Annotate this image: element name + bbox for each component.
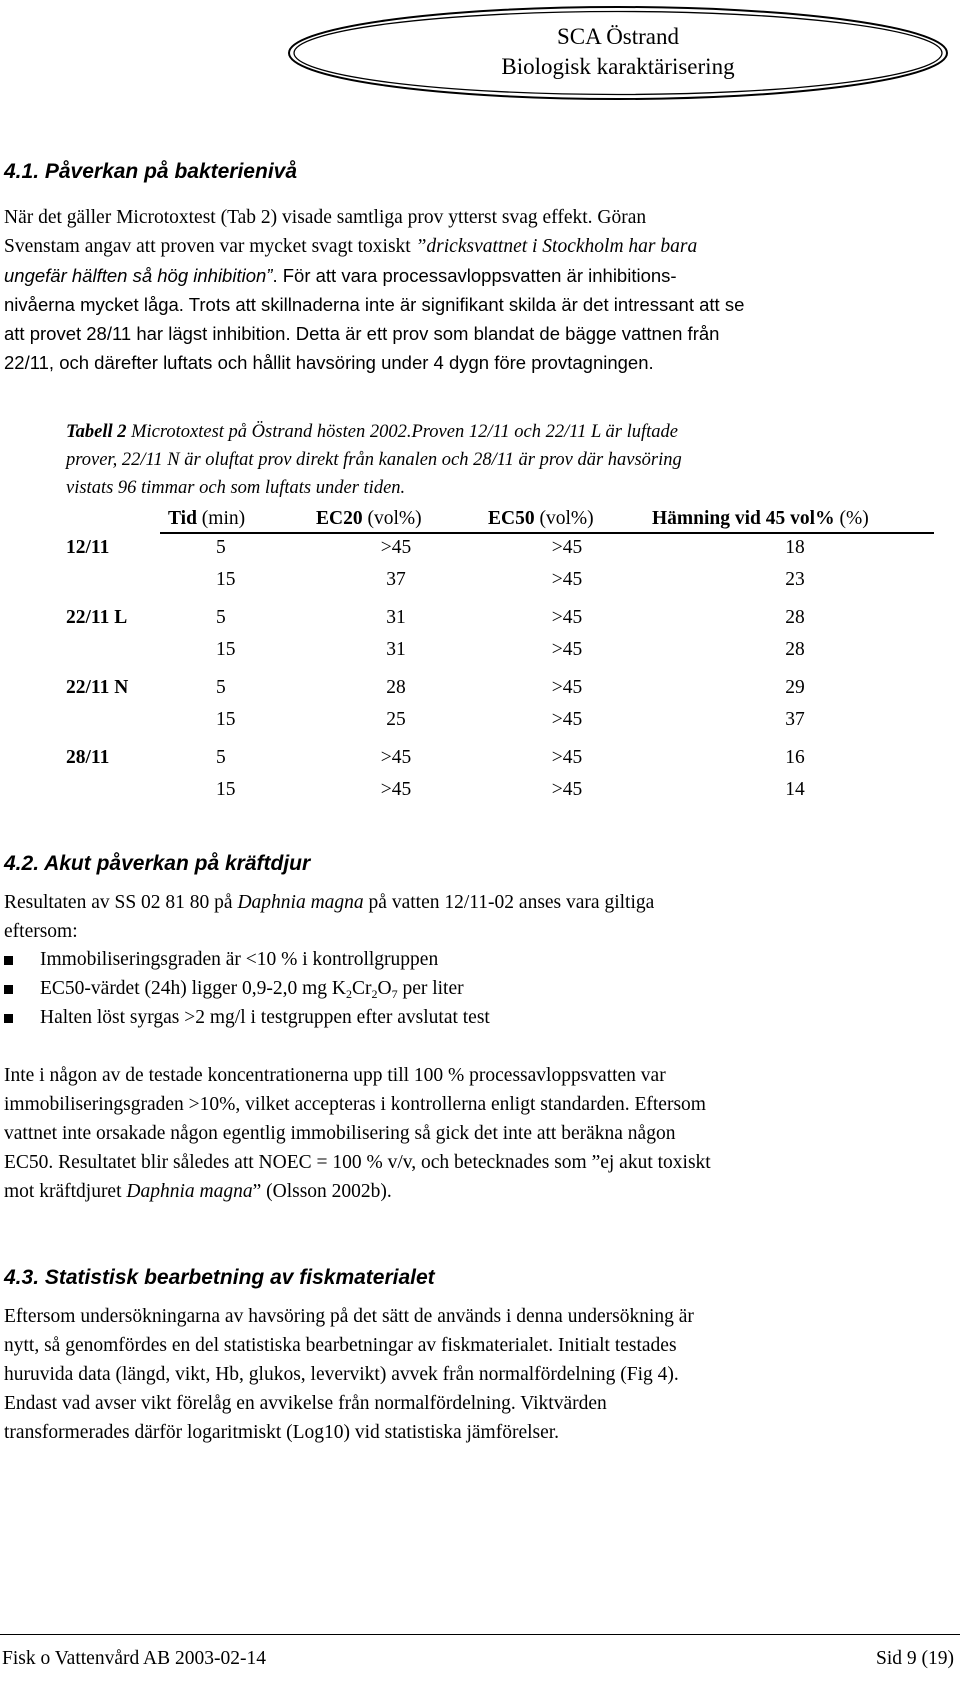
text-run: Resultaten av SS 02 81 80 på <box>4 892 238 913</box>
table-cell-ham: 37 <box>785 709 805 730</box>
column-header-hamning: Hämning vid 45 vol% (%) <box>652 508 869 529</box>
paragraph-line: immobiliseringsgraden >10%, vilket accepteras i kontrollerna enligt standarden. Eftersom <box>4 1094 706 1115</box>
caption-label: Tabell 2 <box>66 422 127 442</box>
bullet-icon <box>4 985 13 994</box>
table-cell-ham: 14 <box>785 779 805 800</box>
table-cell-id: 22/11 L <box>66 607 128 628</box>
table-cell-tid: 5 <box>216 537 226 558</box>
table-cell-tid: 5 <box>216 677 226 698</box>
table-cell-tid: 15 <box>216 709 236 730</box>
table-cell-ec50: >45 <box>551 569 583 590</box>
table-cell-ec20: 37 <box>386 569 406 590</box>
table-cell-id: 22/11 N <box>66 677 129 698</box>
list-item: EC50-värdet (24h) ligger 0,9-2,0 mg $K_2Cr_2O_7$ per liter <box>40 978 464 1001</box>
table-cell-ec20: >45 <box>380 537 412 558</box>
paragraph-line: När det gäller Microtoxtest (Tab 2) visade samtliga prov ytterst svag effekt. Göran <box>4 207 647 228</box>
table-cell-ham: 18 <box>785 537 805 558</box>
oval-border <box>286 4 950 102</box>
text-run: Svenstam angav att proven var mycket svagt toxiskt <box>4 236 416 257</box>
table-cell-tid: 5 <box>216 607 226 628</box>
table-cell-ham: 28 <box>785 639 805 660</box>
table-cell-ham: 29 <box>785 677 805 698</box>
table-cell-ham: 28 <box>785 607 805 628</box>
table-cell-ec50: >45 <box>551 639 583 660</box>
paragraph-line: transformerades därför logaritmiskt (Log10) vid statistiska jämförelser. <box>4 1422 560 1443</box>
table-cell-ec20: 28 <box>386 677 406 698</box>
header-oval <box>286 4 950 102</box>
paragraph-line: Endast vad avser vikt förelåg en avvikelse från normalfördelning. Viktvärden <box>4 1393 607 1414</box>
table-cell-tid: 5 <box>216 747 226 768</box>
species-name: Daphnia magna <box>237 892 364 913</box>
table-caption-line: prover, 22/11 N är oluftat prov direkt från kanalen och 28/11 är prov där havsöring <box>66 450 682 470</box>
paragraph-line: nivåerna mycket låga. Trots att skillnaderna inte är signifikant skilda är det intressant att se <box>4 294 745 315</box>
paragraph-line: Eftersom undersökningarna av havsöring på det sätt de används i denna undersökning är <box>4 1306 694 1327</box>
paragraph-line: 22/11, och därefter luftats och hållit havsöring under 4 dygn före provtagningen. <box>4 352 654 373</box>
paragraph-line: nytt, så genomfördes en del statistiska bearbetningar av fiskmaterialet. Initialt testades <box>4 1335 677 1356</box>
paragraph-line: mot kräftdjuret Daphnia magna” (Olsson 2002b). <box>4 1181 392 1202</box>
paragraph-line <box>4 261 677 292</box>
table-cell-ec50: >45 <box>551 607 583 628</box>
quote-run: ungefär hälften så hög inhibition” <box>4 265 273 286</box>
table-cell-ec20: >45 <box>380 779 412 800</box>
quote-run: ”dricksvattnet i Stockholm har bara <box>415 236 698 257</box>
table-cell-ec50: >45 <box>551 537 583 558</box>
table-cell-id: 12/11 <box>66 537 110 558</box>
paragraph-line: eftersom: <box>4 921 78 942</box>
table-header-rule <box>160 532 934 534</box>
column-header-ec50: EC50 (vol%) <box>488 508 594 529</box>
table-cell-ham: 23 <box>785 569 805 590</box>
table-cell-ec20: 25 <box>386 709 406 730</box>
caption-text: Microtoxtest på Östrand hösten 2002.Proven 12/11 och 22/11 L är luftade <box>126 422 678 442</box>
list-item: Immobiliseringsgraden är <10 % i kontrollgruppen <box>40 949 439 970</box>
bullet-icon <box>4 956 13 965</box>
section-heading-4-3: 4.3. Statistisk bearbetning av fiskmaterialet <box>4 1266 435 1289</box>
table-cell-tid: 15 <box>216 569 236 590</box>
table-caption-line <box>66 418 678 446</box>
species-name: Daphnia magna <box>126 1181 253 1202</box>
paragraph-line: vattnet inte orsakade någon egentlig immobilisering så gick det inte att beräkna någon <box>4 1123 676 1144</box>
table-cell-ec50: >45 <box>551 709 583 730</box>
table-cell-ec20: 31 <box>386 639 406 660</box>
table-cell-tid: 15 <box>216 639 236 660</box>
table-cell-ec50: >45 <box>551 747 583 768</box>
footer-page-number: Sid 9 (19) <box>876 1648 954 1669</box>
list-item: Halten löst syrgas >2 mg/l i testgruppen efter avslutat test <box>40 1007 490 1028</box>
table-cell-ec20: >45 <box>380 747 412 768</box>
table-caption-line: vistats 96 timmar och som luftats under tiden. <box>66 478 406 498</box>
paragraph-line: huruvida data (längd, vikt, Hb, glukos, levervikt) avvek från normalfördelning (Fig 4). <box>4 1364 679 1385</box>
paragraph-line: Inte i någon av de testade koncentrationerna upp till 100 % processavloppsvatten var <box>4 1065 666 1086</box>
section-heading-4-2: 4.2. Akut påverkan på kräftdjur <box>4 852 311 875</box>
table-cell-ec20: 31 <box>386 607 406 628</box>
column-header-tid: Tid (min) <box>168 508 246 529</box>
paragraph-line: att provet 28/11 har lägst inhibition. Detta är ett prov som blandat de bägge vattnen från <box>4 323 720 344</box>
table-cell-ec50: >45 <box>551 779 583 800</box>
column-header-ec20: EC20 (vol%) <box>316 508 422 529</box>
footer-rule <box>0 1634 960 1635</box>
section-heading-4-1: 4.1. Påverkan på bakterienivå <box>4 160 298 183</box>
header-company: SCA Östrand <box>556 24 680 49</box>
table-cell-id: 28/11 <box>66 747 110 768</box>
header-subtitle: Biologisk karaktärisering <box>501 54 735 79</box>
paragraph-line <box>4 232 697 262</box>
paragraph-line <box>4 888 654 918</box>
table-cell-ham: 16 <box>785 747 805 768</box>
text-run: på vatten 12/11-02 anses vara giltiga <box>363 892 655 913</box>
paragraph-line: EC50. Resultatet blir således att NOEC = 100 % v/v, och betecknades som ”ej akut toxiskt <box>4 1152 711 1173</box>
table-cell-ec50: >45 <box>551 677 583 698</box>
table-cell-tid: 15 <box>216 779 236 800</box>
bullet-icon <box>4 1014 13 1023</box>
text-run: . För att vara processavloppsvatten är inhibitions- <box>272 265 677 286</box>
footer-left: Fisk o Vattenvård AB 2003-02-14 <box>2 1648 266 1669</box>
